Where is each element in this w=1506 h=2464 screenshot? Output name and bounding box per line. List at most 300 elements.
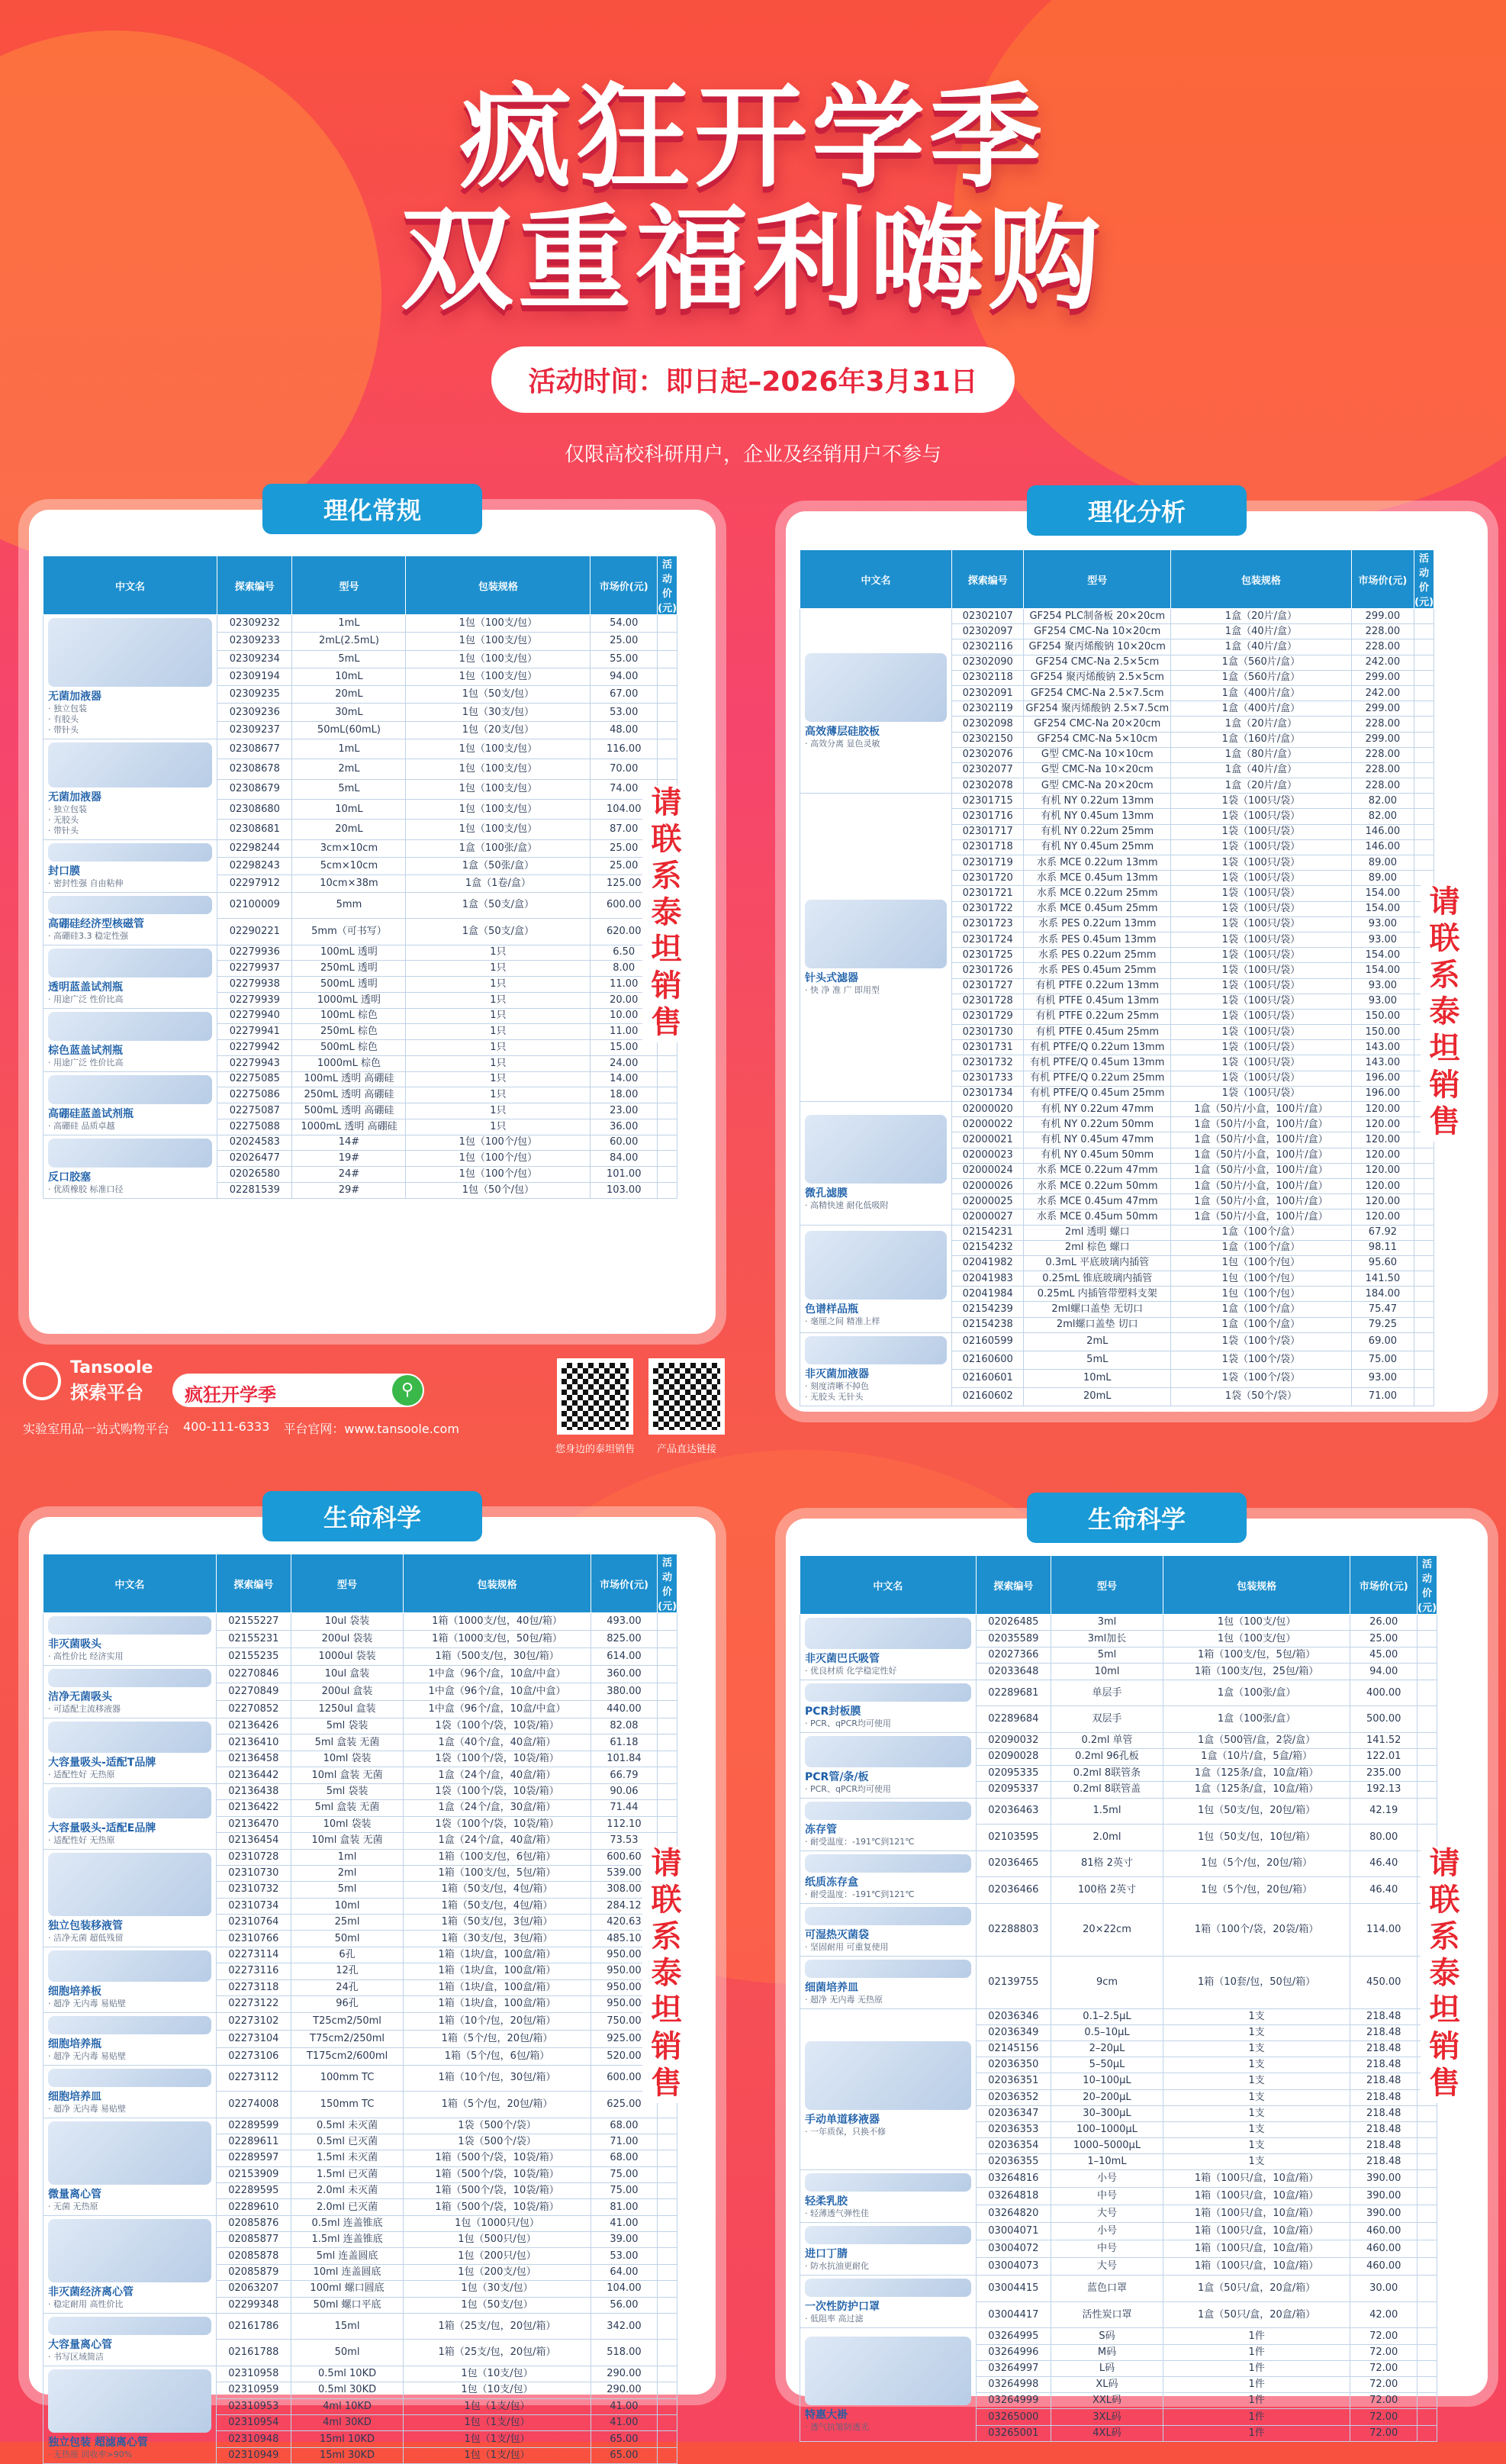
model: 单层手 (1051, 1680, 1163, 1706)
model: M码 (1051, 2344, 1163, 2360)
model: 0.25mL 内插管带塑料支架 (1024, 1287, 1171, 1302)
product-image (48, 2369, 211, 2433)
product-image (48, 2016, 211, 2034)
activity-price (658, 2340, 677, 2366)
activity-price (1414, 609, 1434, 624)
market-price: 196.00 (1351, 1071, 1414, 1086)
item-code: 02308677 (217, 739, 292, 759)
panel-title: 理化分析 (1027, 485, 1247, 536)
search-text: 疯狂开学季 (185, 1384, 276, 1406)
package-spec: 1包（100个/包） (1171, 1255, 1352, 1271)
package-spec: 1包（5个/包，20包/箱） (1163, 1850, 1350, 1877)
product-desc: · 超净 无内毒 易贴壁 (48, 2103, 126, 2114)
model: 50ml (291, 2340, 403, 2366)
activity-price (658, 1103, 677, 1119)
item-code: 02301716 (951, 809, 1023, 824)
item-code: 02310959 (216, 2382, 291, 2398)
column-header: 型号 (1024, 550, 1171, 609)
panel-title: 生命科学 (262, 1491, 482, 1541)
item-code: 02136442 (216, 1767, 291, 1783)
activity-price (1418, 2393, 1437, 2409)
package-spec: 1包（100支/包） (406, 820, 590, 839)
activity-price (1418, 1647, 1437, 1663)
activity-price (1418, 1782, 1437, 1798)
activity-price (658, 2183, 677, 2199)
market-price: 120.00 (1351, 1209, 1414, 1225)
model: 有机 NY 0.45um 50mm (1024, 1148, 1171, 1163)
model: 0.5–10μL (1051, 2024, 1163, 2040)
contact-sales-note-2: 请联系泰坦销售 (1421, 885, 1464, 1142)
product-image (48, 949, 212, 978)
model: 24孔 (291, 1979, 403, 1995)
model: 5cm×10cm (292, 857, 406, 874)
product-cell (43, 1783, 217, 1849)
column-header: 中文名 (43, 1554, 217, 1613)
item-code: 02310730 (216, 1865, 291, 1881)
package-spec: 1中盒（96个/盒，10盒/中盒） (404, 1701, 591, 1718)
package-spec: 1只 (406, 992, 590, 1008)
item-code: 03004071 (976, 2223, 1051, 2240)
market-price: 68.00 (590, 2150, 657, 2166)
model: 有机 PTFE 0.22um 13mm (1024, 978, 1171, 994)
item-code: 02033648 (976, 1664, 1051, 1680)
panel-title: 理化常规 (262, 484, 482, 534)
product-cell (800, 2170, 977, 2223)
item-code: 02301727 (951, 978, 1023, 994)
model: GF254 CMC-Na 20×20cm (1024, 717, 1171, 732)
market-price: 196.00 (1351, 1086, 1414, 1101)
product-name: 手动单道移液器 (805, 2114, 880, 2127)
hero-title-line1: 疯狂开学季 (459, 72, 1047, 203)
product-name: 特惠大褂 (805, 2409, 848, 2422)
table-row (43, 1135, 677, 1151)
activity-price (1414, 732, 1434, 747)
activity-price (658, 2264, 677, 2280)
market-price: 84.00 (590, 1151, 658, 1167)
package-spec: 1包（30支/包） (404, 2281, 591, 2297)
qr-code-product[interactable] (648, 1358, 725, 1435)
product-image (805, 1802, 971, 1820)
package-spec: 1包（50支/包，10包/箱） (1163, 1825, 1350, 1851)
activity-price (658, 1135, 677, 1151)
model: 5ml (291, 1882, 403, 1898)
package-spec: 1袋（100只/袋） (1171, 932, 1352, 947)
column-header: 中文名 (43, 556, 217, 615)
qr-caption-sales: 您身边的泰坦销售 (555, 1444, 635, 1455)
market-price: 460.00 (1350, 2223, 1418, 2240)
activity-price (1414, 809, 1434, 824)
market-price: 218.48 (1350, 2040, 1418, 2057)
product-desc: · 超净 无内毒 无热原 (805, 1994, 883, 2005)
product-cell (43, 1008, 217, 1071)
model: 0.5ml 10KD (291, 2366, 403, 2382)
qr-code-sales[interactable] (557, 1358, 633, 1435)
table-row (43, 1666, 677, 1683)
package-spec: 1盒（560片/盒） (1171, 655, 1352, 670)
model: 10ml 袋装 (291, 1751, 403, 1767)
market-price: 500.00 (1350, 1706, 1418, 1733)
package-spec: 1箱（25支/包，20包/箱） (404, 2313, 591, 2340)
item-code: 02301734 (951, 1086, 1023, 1101)
contact-sales-note-4: 请联系泰坦销售 (1421, 1847, 1464, 2103)
item-code: 02301729 (951, 1009, 1023, 1024)
activity-price (1418, 1765, 1437, 1781)
package-spec: 1盒（50张/盒） (406, 857, 590, 874)
product-cell (800, 1903, 977, 1956)
package-spec: 1袋（100只/袋） (1171, 916, 1352, 932)
model: 1000–5000μL (1051, 2138, 1163, 2154)
market-price: 74.00 (590, 779, 658, 799)
product-name: 微量离心管 (48, 2188, 101, 2201)
item-code: 02154238 (951, 1317, 1023, 1332)
model: G型 CMC-Na 20×20cm (1024, 778, 1171, 794)
market-price: 218.48 (1350, 2121, 1418, 2137)
item-code: 02309234 (217, 650, 292, 668)
activity-price (658, 739, 677, 759)
market-price: 103.00 (590, 1182, 658, 1198)
product-image (48, 742, 212, 788)
market-price: 218.48 (1350, 2089, 1418, 2105)
table-row (43, 892, 677, 919)
market-price: 55.00 (590, 650, 658, 668)
column-header: 市场价(元) (590, 1554, 657, 1613)
product-cell (43, 1613, 217, 1666)
column-header: 包装规格 (404, 1554, 591, 1613)
item-code: 03004073 (976, 2258, 1051, 2276)
table-row (800, 1680, 1437, 1706)
item-code: 02289681 (976, 1680, 1051, 1706)
model: 水系 PES 0.22um 25mm (1024, 948, 1171, 963)
product-desc: · 稳定耐用 高性价比 (48, 2298, 124, 2309)
market-price: 290.00 (590, 2382, 657, 2398)
item-code: 02136422 (216, 1800, 291, 1816)
market-price: 950.00 (590, 1996, 657, 2012)
activity-price (658, 2248, 677, 2264)
product-name: 细胞培养瓶 (48, 2037, 101, 2050)
item-code: 03264996 (976, 2344, 1051, 2360)
item-code: 02310766 (216, 1931, 291, 1947)
item-code: 02270846 (216, 1666, 291, 1683)
market-price: 95.60 (1351, 1255, 1414, 1271)
model: 14# (292, 1135, 406, 1151)
model: 15ml 10KD (291, 2431, 403, 2447)
item-code: 02301724 (951, 932, 1023, 947)
column-header: 中文名 (800, 1556, 977, 1615)
product-name: 非灭菌巴氏吸管 (805, 1652, 880, 1665)
model: 50ml 螺口平底 (291, 2297, 403, 2313)
package-spec: 1盒（100张/盒） (406, 839, 590, 857)
item-code: 02085876 (216, 2215, 291, 2231)
package-spec: 1袋（100只/袋） (1171, 948, 1352, 963)
activity-price (658, 2398, 677, 2414)
table-row (43, 2366, 677, 2382)
market-price: 192.13 (1350, 1782, 1418, 1798)
model: 大号 (1051, 2205, 1163, 2223)
package-spec: 1中盒（96个/盒，10盒/中盒） (404, 1683, 591, 1701)
package-spec: 1件 (1163, 2409, 1350, 2425)
model: 96孔 (291, 1996, 403, 2012)
product-image (805, 1960, 971, 1978)
table-row (800, 1332, 1434, 1351)
product-name: 大容量吸头-适配E品牌 (48, 1821, 156, 1834)
product-name: 封口膜 (48, 865, 80, 878)
item-code: 02301732 (951, 1055, 1023, 1071)
market-price: 64.00 (590, 2264, 657, 2280)
market-price: 600.00 (590, 2065, 657, 2092)
item-code: 02036465 (976, 1850, 1051, 1877)
product-cell (43, 1135, 217, 1198)
package-spec: 1盒（50支/盒） (406, 892, 590, 919)
table-row (43, 2215, 677, 2231)
model: 10ul 盒装 (291, 1666, 403, 1683)
model: 10cm×38m (292, 874, 406, 892)
search-icon[interactable]: ⚲ (392, 1375, 423, 1406)
column-header: 型号 (1051, 1556, 1163, 1615)
product-desc: · 高效分离 显色灵敏 (805, 738, 880, 749)
product-desc: · 无热原 回收率>90% (48, 2450, 133, 2460)
product-name: 棕色蓝盖试剂瓶 (48, 1044, 123, 1057)
market-price: 114.00 (1350, 1903, 1418, 1956)
model: 0.5ml 已灭菌 (291, 2134, 403, 2150)
activity-price (658, 2447, 677, 2463)
product-image (48, 1950, 211, 1982)
activity-price (658, 2313, 677, 2340)
item-code: 02310949 (216, 2447, 291, 2463)
product-name: 高效薄层硅胶板 (805, 725, 880, 738)
product-table (800, 549, 1434, 1406)
model: 30mL (292, 704, 406, 721)
item-code: 03264999 (976, 2393, 1051, 2409)
market-price: 14.00 (590, 1071, 658, 1087)
market-price: 61.18 (590, 1734, 657, 1751)
package-spec: 1盒（400片/盒） (1171, 701, 1352, 717)
model: 水系 MCE 0.45um 50mm (1024, 1209, 1171, 1225)
model: 0.25mL 锥底玻璃内插管 (1024, 1271, 1171, 1287)
product-image (805, 1336, 947, 1364)
activity-price (1414, 1240, 1434, 1255)
market-price: 72.00 (1350, 2425, 1418, 2441)
item-code: 02036352 (976, 2089, 1051, 2105)
table-row (800, 2223, 1437, 2240)
activity-price (1418, 2121, 1437, 2137)
product-desc: · 独立包装 · 无胶头 · 带针头 (48, 804, 87, 836)
model: 20mL (292, 686, 406, 704)
market-price: 116.00 (590, 739, 658, 759)
package-spec: 1袋（100只/袋） (1171, 1009, 1352, 1024)
model: GF254 CMC-Na 2.5×7.5cm (1024, 685, 1171, 701)
package-spec: 1箱（500支/包，30包/箱） (404, 1648, 591, 1666)
package-spec: 1盒（100个/盒） (1171, 1302, 1352, 1317)
package-spec: 1箱（5个/包，6包/箱） (404, 2047, 591, 2065)
item-code: 03264997 (976, 2360, 1051, 2376)
package-spec: 1包（100支/包） (1163, 1631, 1350, 1647)
package-spec: 1盒（50片/小盒，100片/盒） (1171, 1209, 1352, 1225)
market-price: 299.00 (1351, 670, 1414, 685)
product-name: 微孔滤膜 (805, 1187, 848, 1200)
package-spec: 1包（1支/包） (404, 2447, 591, 2463)
market-price: 93.00 (1351, 932, 1414, 947)
item-code: 02100009 (217, 892, 292, 919)
model: 5ml 连盖圆底 (291, 2248, 403, 2264)
package-spec: 1盒（40个/盒，40盒/箱） (404, 1734, 591, 1751)
activity-price (1418, 2409, 1437, 2425)
model: 2ml螺口盖垫 无切口 (1024, 1302, 1171, 1317)
model: 15ml 30KD (291, 2447, 403, 2463)
package-spec: 1支 (1163, 2154, 1350, 2170)
package-spec: 1袋（100只/袋） (1171, 824, 1352, 839)
model: L码 (1051, 2360, 1163, 2376)
item-code: 02309237 (217, 721, 292, 739)
activity-price (1414, 717, 1434, 732)
package-spec: 1包（10支/包） (404, 2382, 591, 2398)
package-spec: 1盒（100张/盒） (1163, 1680, 1350, 1706)
market-price: 154.00 (1351, 963, 1414, 978)
model: 0.2ml 8联管盖 (1051, 1782, 1163, 1798)
product-cell (43, 945, 217, 1008)
market-price: 94.00 (590, 668, 658, 685)
activity-price (658, 1087, 677, 1103)
package-spec: 1箱（1000支/包，40包/箱） (404, 1613, 591, 1631)
item-code: 02063207 (216, 2281, 291, 2297)
market-price: 750.00 (590, 2012, 657, 2030)
model: 活性炭口罩 (1051, 2301, 1163, 2328)
market-price: 101.84 (590, 1751, 657, 1767)
market-price: 104.00 (590, 799, 658, 819)
market-price: 41.00 (590, 2415, 657, 2431)
item-code: 02279940 (217, 1008, 292, 1024)
package-spec: 1袋（100只/袋） (1171, 809, 1352, 824)
activity-price (1418, 2223, 1437, 2240)
product-cell (800, 2328, 977, 2441)
product-cell (43, 839, 217, 892)
model: 81格 2英寸 (1051, 1850, 1163, 1877)
column-header: 活动价(元) (658, 1554, 677, 1613)
panel-life-science-left (29, 1503, 716, 2461)
activity-price (1414, 871, 1434, 886)
market-price: 218.48 (1350, 2073, 1418, 2089)
model: 5–50μL (1051, 2057, 1163, 2073)
model: 3ml (1051, 1615, 1163, 1631)
table-row (43, 1008, 677, 1024)
model: 中号 (1051, 2240, 1163, 2258)
package-spec: 1盒（1卷/盒） (406, 874, 590, 892)
model: 100格 2英寸 (1051, 1877, 1163, 1904)
activity-price (1414, 1178, 1434, 1193)
model: 100–1000μL (1051, 2121, 1163, 2137)
model: T175cm2/600ml (291, 2047, 403, 2065)
market-price: 94.00 (1350, 1664, 1418, 1680)
model: 100ml 螺口圆底 (291, 2281, 403, 2297)
item-code: 02275087 (217, 1103, 292, 1119)
activity-price (658, 721, 677, 739)
item-code: 02095335 (976, 1765, 1051, 1781)
model: 1.5ml 连盖锥底 (291, 2232, 403, 2248)
model: 5ml 盒装 无菌 (291, 1800, 403, 1816)
brand-cn: 探索平台 (70, 1382, 143, 1403)
package-spec: 1箱（100支/包，6包/箱） (404, 1849, 591, 1865)
model: 大号 (1051, 2258, 1163, 2276)
product-name: 色谱样品瓶 (805, 1303, 858, 1316)
package-spec: 1盒（500管/盒，2袋/盒） (1163, 1732, 1350, 1748)
item-code: 02155231 (216, 1631, 291, 1648)
model: GF254 CMC-Na 2.5×5cm (1024, 655, 1171, 670)
market-price: 93.00 (1351, 994, 1414, 1009)
model: 有机 NY 0.22um 47mm (1024, 1102, 1171, 1117)
package-spec: 1包（200支/包） (404, 2264, 591, 2280)
activity-price (658, 686, 677, 704)
item-code: 02024583 (217, 1135, 292, 1151)
model: 25ml (291, 1915, 403, 1931)
item-code: 02273122 (216, 1996, 291, 2012)
item-code: 02308678 (217, 759, 292, 779)
market-price: 518.00 (590, 2340, 657, 2366)
item-code: 02154231 (951, 1225, 1023, 1240)
activity-price (1418, 2328, 1437, 2344)
market-price: 600.00 (590, 892, 658, 919)
product-image (48, 1722, 211, 1753)
market-price: 120.00 (1351, 1132, 1414, 1148)
table-row (43, 739, 677, 759)
market-price: 80.00 (1350, 1825, 1418, 1851)
item-code: 02310728 (216, 1849, 291, 1865)
activity-price (658, 1666, 677, 1683)
product-desc: · 刻度清晰不掉色 · 无胶头 无针头 (805, 1380, 869, 1402)
package-spec: 1只 (406, 1008, 590, 1024)
product-image (805, 2173, 971, 2192)
package-spec: 1盒（125条/盒，10盒/箱） (1163, 1782, 1350, 1798)
table-row (800, 1615, 1437, 1631)
product-image (805, 2337, 971, 2405)
table-row (43, 839, 677, 857)
package-spec: 1盒（50片/小盒，100片/盒） (1171, 1163, 1352, 1178)
activity-price (1418, 2205, 1437, 2223)
product-image (805, 2226, 971, 2244)
model: 250mL 棕色 (292, 1024, 406, 1040)
activity-price (658, 2366, 677, 2382)
activity-price (1418, 1680, 1437, 1706)
product-name: 无菌加液器 (48, 691, 101, 703)
product-name: 高硼硅经济型核磁管 (48, 917, 144, 930)
package-spec: 1盒（20片/盒） (1171, 717, 1352, 732)
product-table (800, 1555, 1437, 2442)
table-row (800, 1102, 1434, 1117)
market-price: 72.00 (1350, 2360, 1418, 2376)
activity-price (1418, 2344, 1437, 2360)
activity-price (1414, 762, 1434, 778)
market-price: 625.00 (590, 2092, 657, 2118)
model: 有机 NY 0.22um 50mm (1024, 1117, 1171, 1132)
product-image (48, 1616, 211, 1635)
package-spec: 1箱（5个/包，20包/箱） (404, 2030, 591, 2047)
model: 5mL (292, 779, 406, 799)
product-cell (43, 2012, 217, 2065)
model: 水系 MCE 0.22um 13mm (1024, 855, 1171, 871)
market-price: 71.44 (590, 1800, 657, 1816)
item-code: 02095337 (976, 1782, 1051, 1798)
item-code: 02310953 (216, 2398, 291, 2414)
item-code: 02301715 (951, 794, 1023, 809)
model: 有机 PTFE/Q 0.45um 25mm (1024, 1086, 1171, 1101)
item-code: 02279938 (217, 977, 292, 993)
market-price: 101.00 (590, 1167, 658, 1183)
product-image (48, 1012, 212, 1041)
product-name: 进口丁腈 (805, 2248, 848, 2261)
table-row (43, 1613, 677, 1631)
product-image (805, 900, 947, 968)
product-desc: · 透气抗皱防透光 (805, 2422, 869, 2433)
search-box[interactable] (172, 1374, 424, 1407)
website[interactable]: 平台官网：www.tansoole.com (283, 1422, 459, 1436)
